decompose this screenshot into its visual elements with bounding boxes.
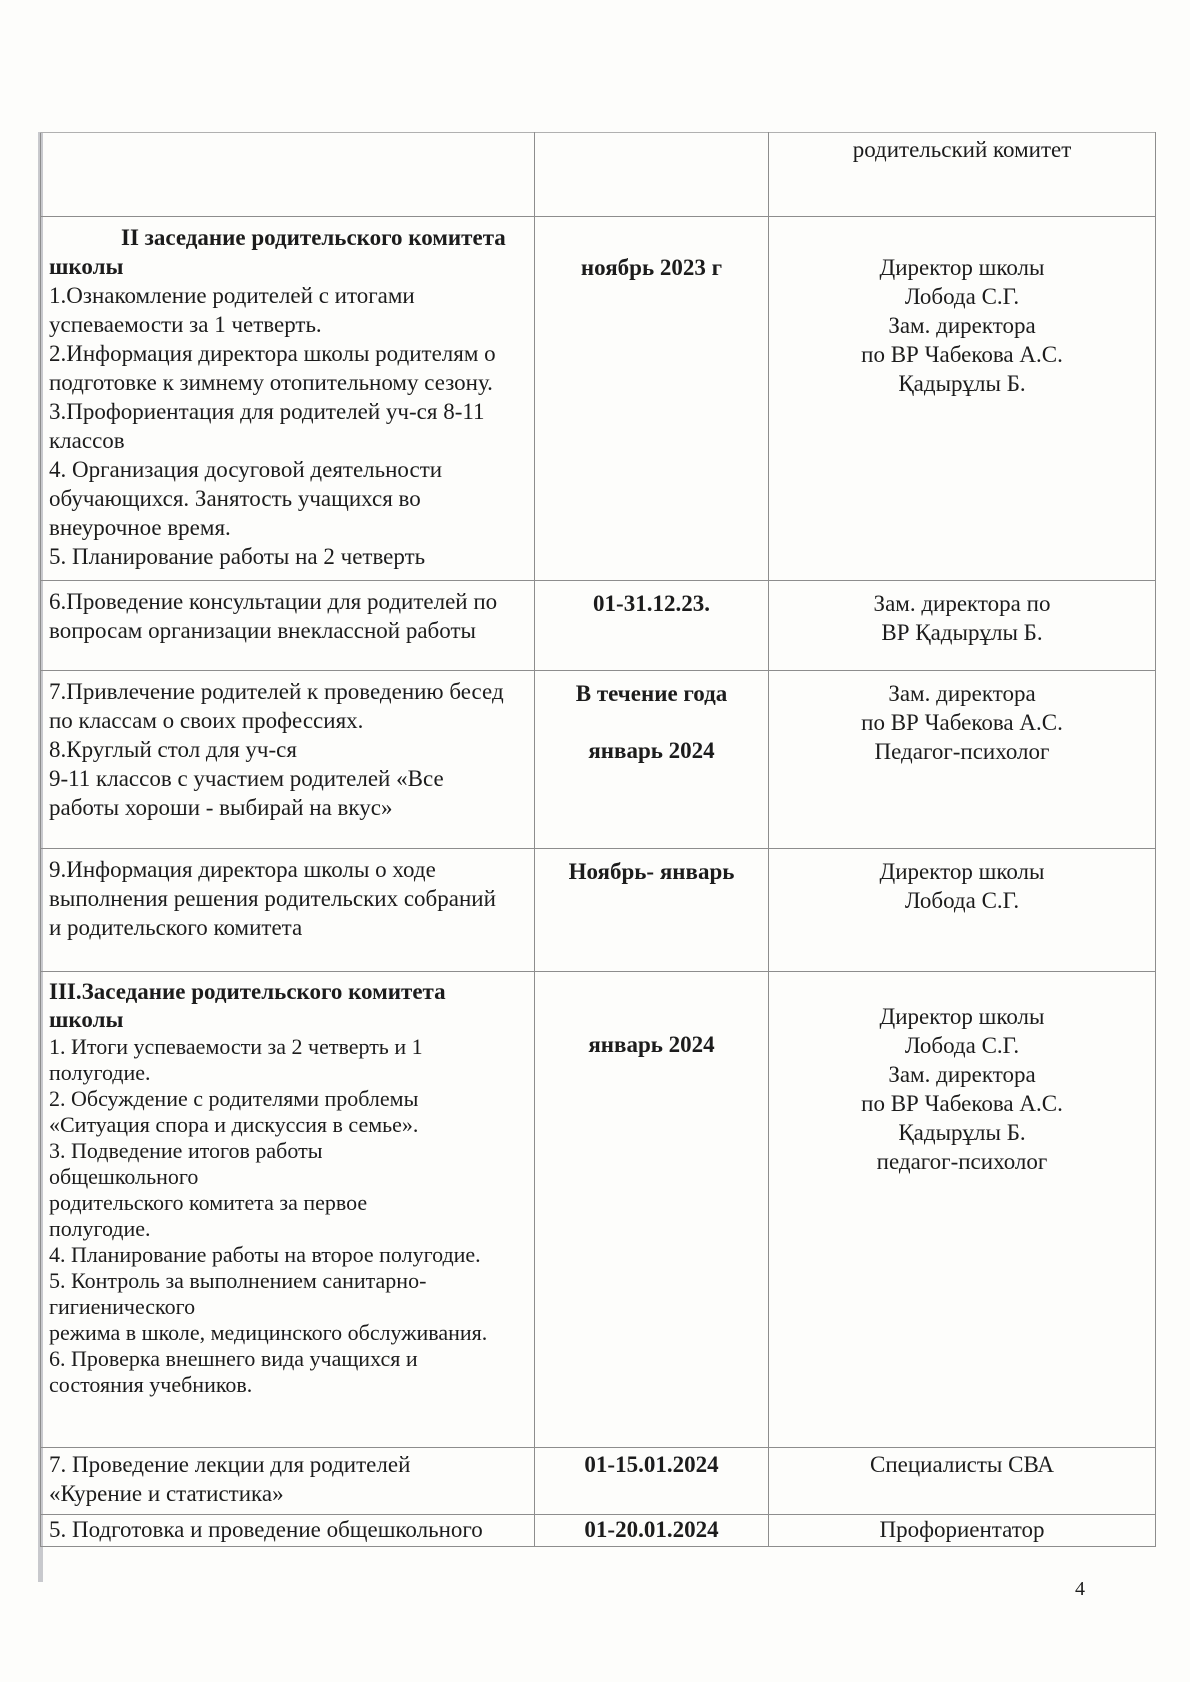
date-cell <box>535 849 769 972</box>
section-title: II заседание родительского комитета <box>121 225 506 250</box>
activity-line: 3.Профориентация для родителей уч-ся 8-11 <box>49 399 485 424</box>
date-cell <box>535 1448 769 1515</box>
activity-line: 7. Проведение лекции для родителей <box>49 1452 411 1477</box>
table-row <box>41 671 1156 849</box>
activity-line: успеваемости за 1 четверть. <box>49 312 322 337</box>
activity-line: родительского комитета за первое <box>49 1190 368 1215</box>
activity-line: «Курение и статистика» <box>49 1481 284 1506</box>
responsible-line: Директор школы <box>879 859 1045 884</box>
date-line: ноябрь 2023 г <box>580 255 723 280</box>
activity-cell <box>41 581 535 671</box>
spacer <box>539 708 764 736</box>
responsible-line: Специалисты СВА <box>870 1452 1054 1477</box>
activity-line: полугодие. <box>49 1216 151 1241</box>
responsible-line: Директор школы <box>879 255 1045 280</box>
activity-line: 9-11 классов с участием родителей «Все <box>49 766 444 791</box>
activity-line: 4. Планирование работы на второе полугодие. <box>49 1242 481 1267</box>
responsible-cell <box>769 133 1156 217</box>
activity-line: по классам о своих профессиях. <box>49 708 364 733</box>
activity-line: 2. Обсуждение с родителями проблемы <box>49 1086 419 1111</box>
section-title: школы <box>49 254 124 279</box>
activity-line: 6. Проверка внешнего вида учащихся и <box>49 1346 418 1371</box>
responsible-line: Зам. директора <box>888 681 1036 706</box>
responsible-cell <box>769 849 1156 972</box>
date-cell <box>535 1515 769 1547</box>
responsible-line: по ВР Чабекова А.С. <box>861 710 1063 735</box>
activity-line: и родительского комитета <box>49 915 303 940</box>
activity-line: выполнения решения родительских собраний <box>49 886 496 911</box>
date-line: январь 2024 <box>588 1032 715 1057</box>
table-row <box>41 133 1156 217</box>
activity-cell <box>41 1448 535 1515</box>
responsible-cell <box>769 581 1156 671</box>
activity-line: 1. Итоги успеваемости за 2 четверть и 1 <box>49 1034 423 1059</box>
section-title: III.Заседание родительского комитета <box>49 979 446 1004</box>
table-row <box>41 972 1156 1448</box>
activity-line: 8.Круглый стол для уч-ся <box>49 737 297 762</box>
responsible-line: Қадырұлы Б. <box>898 371 1026 396</box>
responsible-line: Лобода С.Г. <box>904 284 1020 309</box>
responsible-line: по ВР Чабекова А.С. <box>861 342 1063 367</box>
date-line: 01-31.12.23. <box>593 591 710 616</box>
responsible-line: Лобода С.Г. <box>904 1033 1020 1058</box>
activity-line: 4. Организация досуговой деятельности <box>49 457 443 482</box>
activity-line: 5. Планирование работы на 2 четверть <box>49 544 426 569</box>
responsible-line: по ВР Чабекова А.С. <box>861 1091 1063 1116</box>
date-line: В течение года <box>575 681 728 706</box>
activity-line: обучающихся. Занятость учащихся во <box>49 486 421 511</box>
responsible-line: Зам. директора <box>888 1062 1036 1087</box>
activity-line: 9.Информация директора школы о ходе <box>49 857 436 882</box>
activity-line: «Ситуация спора и дискуссия в семье». <box>49 1112 419 1137</box>
date-cell <box>535 972 769 1448</box>
responsible-line: Профориентатор <box>879 1517 1045 1542</box>
activity-line: 3. Подведение итогов работы <box>49 1138 323 1163</box>
page-number: 4 <box>1075 1578 1085 1600</box>
responsible-line: Зам. директора <box>888 313 1036 338</box>
activity-line: работы хороши - выбирай на вкус» <box>49 795 393 820</box>
responsible-cell <box>769 1448 1156 1515</box>
date-cell <box>535 581 769 671</box>
activity-line: 2.Информация директора школы родителям о <box>49 341 496 366</box>
responsible-line: Педагог-психолог <box>874 739 1050 764</box>
activity-line: 6.Проведение консультации для родителей по <box>49 589 498 614</box>
activity-line: общешкольного <box>49 1164 199 1189</box>
date-line: 01-20.01.2024 <box>584 1517 719 1542</box>
activity-line: состояния учебников. <box>49 1372 253 1397</box>
date-cell <box>535 133 769 217</box>
responsible-line: ВР Қадырұлы Б. <box>881 620 1043 645</box>
activity-cell <box>41 671 535 849</box>
responsible-line: Директор школы <box>879 1004 1045 1029</box>
date-line: Ноябрь- январь <box>568 859 735 884</box>
responsible-line: педагог-психолог <box>876 1149 1048 1174</box>
responsible-cell <box>769 1515 1156 1547</box>
table-row <box>41 1448 1156 1515</box>
activity-line: 1.Ознакомление родителей с итогами <box>49 283 415 308</box>
activity-cell <box>41 1515 535 1547</box>
plan-table <box>40 132 1156 1547</box>
activity-line: 7.Привлечение родителей к проведению бесед <box>49 679 504 704</box>
responsible-cell <box>769 972 1156 1448</box>
responsible-line: родительский комитет <box>852 137 1072 162</box>
activity-cell <box>41 972 535 1448</box>
table-row <box>41 1515 1156 1547</box>
date-line: январь 2024 <box>588 738 715 763</box>
activity-cell <box>41 133 535 217</box>
activity-line: гигиенического <box>49 1294 196 1319</box>
activity-cell <box>41 217 535 581</box>
table-row <box>41 217 1156 581</box>
responsible-line: Зам. директора по <box>873 591 1051 616</box>
activity-line: вопросам организации внеклассной работы <box>49 618 476 643</box>
activity-line: полугодие. <box>49 1060 151 1085</box>
responsible-line: Қадырұлы Б. <box>898 1120 1026 1145</box>
table-row <box>41 849 1156 972</box>
activity-cell <box>41 849 535 972</box>
table-row <box>41 581 1156 671</box>
date-line: 01-15.01.2024 <box>584 1452 719 1477</box>
activity-line: классов <box>49 428 125 453</box>
responsible-cell <box>769 671 1156 849</box>
activity-line: подготовке к зимнему отопительному сезону. <box>49 370 493 395</box>
date-cell <box>535 217 769 581</box>
section-title: школы <box>49 1007 124 1032</box>
activity-line: 5. Подготовка и проведение общешкольного <box>49 1517 483 1542</box>
activity-line: режима в школе, медицинского обслуживания. <box>49 1320 488 1345</box>
responsible-cell <box>769 217 1156 581</box>
date-cell <box>535 671 769 849</box>
responsible-line: Лобода С.Г. <box>904 888 1020 913</box>
activity-line: внеурочное время. <box>49 515 231 540</box>
activity-line: 5. Контроль за выполнением санитарно- <box>49 1268 427 1293</box>
